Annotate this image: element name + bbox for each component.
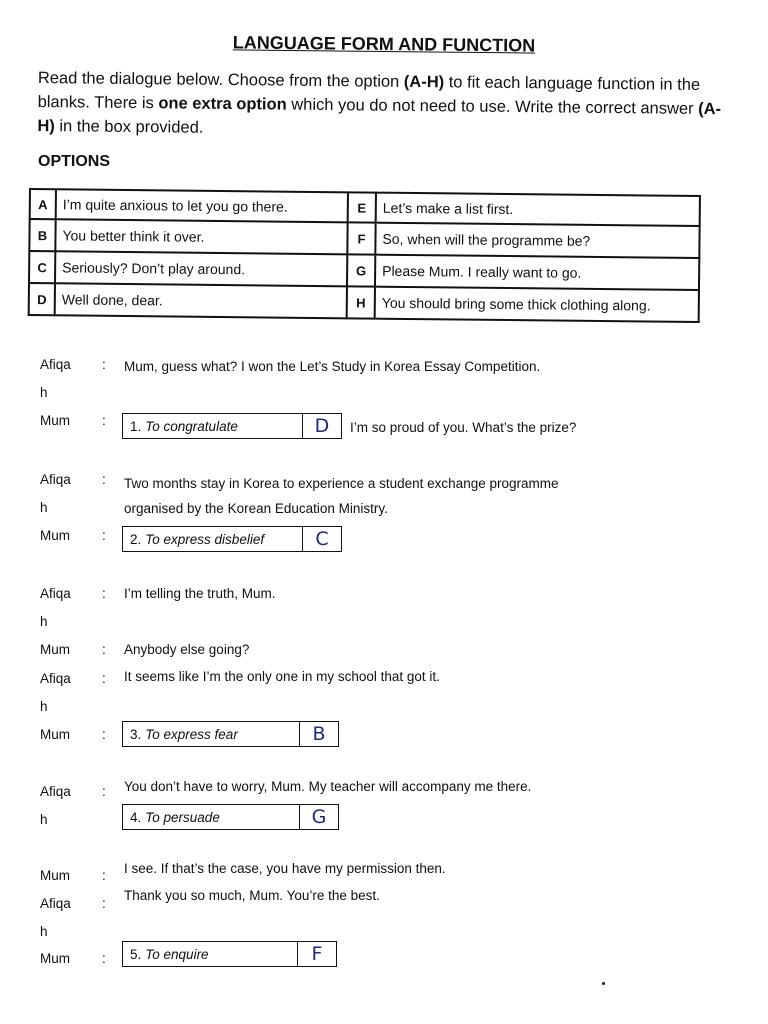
option-text: So, when will the programme be? [376,224,700,259]
answer-box-2 [122,526,342,552]
instructions-range: (A-H) [403,72,445,92]
instructions-text: in the box provided. [54,117,204,137]
colon: : [102,586,106,601]
language-function: To congratulate [145,418,238,434]
instructions-extra-option: one extra option [158,94,287,114]
options-table [28,188,701,323]
speaker-afiqa-wrap: h [40,699,48,714]
instructions-text: which you do not need to use. Write the correct answer [286,95,699,118]
option-letter: D [28,284,56,316]
answer-box-label [123,414,303,438]
colon: : [102,727,106,742]
colon: : [102,528,106,543]
speaker-afiqa: Afiqa [40,671,71,686]
answer-box-1 [122,413,342,439]
dialogue-line: You don’t have to worry, Mum. My teacher will accompany me there. [124,779,532,794]
option-text: You better think it over. [56,220,348,255]
handwritten-answer[interactable]: B [312,723,326,745]
page-title: LANGUAGE FORM AND FUNCTION [232,32,536,56]
handwritten-answer[interactable]: C [315,528,329,550]
answer-box-label [123,527,303,551]
dialogue-line: It seems like I’m the only one in my school that got it. [124,669,440,684]
colon: : [102,868,106,883]
option-letter: F [348,223,376,255]
answer-box-5 [122,941,337,967]
option-text: Seriously? Don’t play around. [56,252,348,287]
option-text: Let’s make a list first. [377,192,701,227]
instructions-text: to fit each language function in the blanks. There is [37,73,701,113]
option-letter: G [348,255,376,287]
answer-box-label [123,722,300,746]
speaker-afiqa: Afiqa [40,357,71,372]
speaker-mum: Mum [40,528,70,543]
dialogue-line: I’m so proud of you. What’s the prize? [350,420,577,435]
speaker-afiqa-wrap: h [40,924,48,939]
dialogue-line: Thank you so much, Mum. You’re the best. [124,888,380,903]
option-letter: A [29,188,57,220]
colon: : [102,642,106,657]
option-text: Well done, dear. [56,284,348,319]
speaker-afiqa: Afiqa [40,472,71,487]
colon: : [102,413,106,428]
speaker-afiqa: Afiqa [40,586,71,601]
option-letter: B [28,220,56,252]
answer-box-label [123,942,298,966]
speaker-afiqa-wrap: h [40,614,48,629]
options-heading: OPTIONS [38,153,111,170]
handwritten-answer[interactable]: G [311,806,327,828]
language-function: To express fear [145,726,238,742]
answer-box-number: 5. [130,946,142,962]
dialogue-line: Anybody else going? [124,642,250,657]
colon: : [102,951,106,966]
speaker-mum: Mum [40,868,70,883]
instructions [37,66,728,145]
colon: : [102,671,106,686]
option-letter: E [349,191,377,223]
dialogue-line: I see. If that’s the case, you have my permission then. [124,861,446,876]
colon: : [102,357,106,372]
speaker-mum: Mum [40,727,70,742]
speaker-mum: Mum [40,642,70,657]
speaker-afiqa-wrap: h [40,385,48,400]
instructions-range: (A-H) [37,99,722,136]
answer-box-4 [122,804,339,830]
speaker-afiqa: Afiqa [40,784,71,799]
answer-box-number: 4. [130,809,142,825]
speaker-afiqa-wrap: h [40,500,48,515]
option-letter: H [348,287,376,319]
answer-box-number: 3. [130,726,142,742]
handwritten-answer[interactable]: D [314,415,330,437]
handwritten-answer[interactable]: F [311,943,323,965]
dialogue-line: Mum, guess what? I won the Let’s Study in Korea Essay Competition. [124,359,541,374]
colon: : [102,784,106,799]
language-function: To enquire [145,946,209,962]
answer-box-number: 2. [130,531,142,547]
instructions-text: Read the dialogue below. Choose from the option [37,68,404,91]
speaker-afiqa: Afiqa [40,896,71,911]
speaker-mum: Mum [40,951,70,966]
stray-mark [602,982,605,985]
dialogue-line: Two months stay in Korea to experience a student exchange programme [124,476,559,491]
option-letter: C [28,252,56,284]
option-text: Please Mum. I really want to go. [376,256,700,291]
answer-box-3 [122,721,339,747]
answer-box-label [123,805,300,829]
dialogue-line: organised by the Korean Education Ministry. [124,501,388,516]
language-function: To persuade [145,809,220,825]
dialogue-line: I’m telling the truth, Mum. [124,586,276,601]
answer-box-number: 1. [130,418,142,434]
option-text: I’m quite anxious to let you go there. [57,188,349,223]
options-row [28,284,700,323]
speaker-afiqa-wrap: h [40,812,48,827]
option-text: You should bring some thick clothing along. [376,288,700,323]
speaker-mum: Mum [40,413,70,428]
language-function: To express disbelief [145,531,265,547]
colon: : [102,472,106,487]
colon: : [102,896,106,911]
